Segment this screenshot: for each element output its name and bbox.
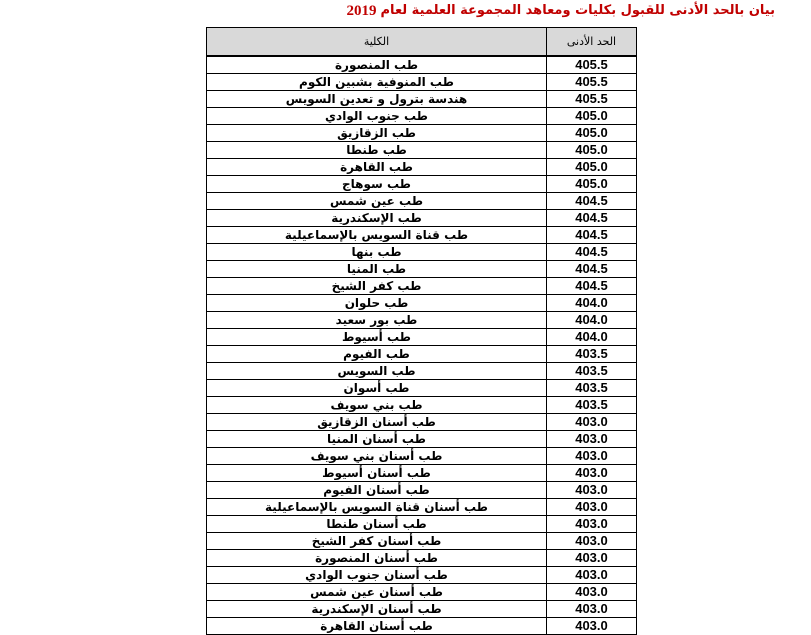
min-score-cell: 403.0	[547, 618, 637, 635]
table-row	[207, 261, 637, 278]
college-name-cell: طب أسنان المنصورة	[207, 550, 547, 567]
min-score-cell: 403.0	[547, 431, 637, 448]
min-score-cell: 403.5	[547, 380, 637, 397]
table-row	[207, 567, 637, 584]
table-row	[207, 380, 637, 397]
college-name-cell: طب أسنان الفيوم	[207, 482, 547, 499]
min-score-cell: 404.5	[547, 261, 637, 278]
college-name-cell: طب أسنان كفر الشيخ	[207, 533, 547, 550]
college-name-cell: طب بني سويف	[207, 397, 547, 414]
table-row	[207, 550, 637, 567]
document-title	[215, 2, 775, 20]
college-name-cell: طب المنصورة	[207, 56, 547, 74]
college-name-cell: طب أسنان قناة السويس بالإسماعيلية	[207, 499, 547, 516]
table-row	[207, 448, 637, 465]
min-score-cell: 403.5	[547, 346, 637, 363]
college-name-cell: طب أسنان طنطا	[207, 516, 547, 533]
college-name-cell: طب بنها	[207, 244, 547, 261]
college-name-cell: هندسة بترول و تعدين السويس	[207, 91, 547, 108]
college-name-cell: طب أسنان عين شمس	[207, 584, 547, 601]
table-header-row	[207, 28, 637, 57]
table-row	[207, 108, 637, 125]
college-name-cell: طب المنوفية بشبين الكوم	[207, 74, 547, 91]
college-name-cell: طب الإسكندرية	[207, 210, 547, 227]
college-name-cell: طب المنيا	[207, 261, 547, 278]
table-row	[207, 397, 637, 414]
table-row	[207, 295, 637, 312]
min-score-cell: 403.0	[547, 465, 637, 482]
table-row	[207, 193, 637, 210]
min-score-cell: 405.5	[547, 74, 637, 91]
table-row	[207, 159, 637, 176]
min-score-cell: 403.0	[547, 499, 637, 516]
college-name-cell: طب قناة السويس بالإسماعيلية	[207, 227, 547, 244]
college-name-cell: طب أسنان القاهرة	[207, 618, 547, 635]
table-row	[207, 210, 637, 227]
table-row	[207, 74, 637, 91]
college-name-cell: طب أسنان الإسكندرية	[207, 601, 547, 618]
college-name-cell: طب أسنان المنيا	[207, 431, 547, 448]
min-score-cell: 403.5	[547, 363, 637, 380]
college-name-cell: طب أسنان بني سويف	[207, 448, 547, 465]
college-name-cell: طب سوهاج	[207, 176, 547, 193]
min-score-cell: 403.0	[547, 533, 637, 550]
college-name-cell: طب طنطا	[207, 142, 547, 159]
min-score-cell: 405.0	[547, 108, 637, 125]
table-row	[207, 431, 637, 448]
min-score-cell: 404.0	[547, 295, 637, 312]
table-row	[207, 601, 637, 618]
table-row	[207, 227, 637, 244]
college-name-cell: طب السويس	[207, 363, 547, 380]
table-row	[207, 465, 637, 482]
min-score-cell: 405.5	[547, 91, 637, 108]
table-row	[207, 329, 637, 346]
table-row	[207, 56, 637, 74]
table-row	[207, 244, 637, 261]
table-row	[207, 618, 637, 635]
college-name-cell: طب أسيوط	[207, 329, 547, 346]
table-row	[207, 312, 637, 329]
min-score-cell: 404.5	[547, 193, 637, 210]
table-row	[207, 499, 637, 516]
table-row	[207, 584, 637, 601]
min-score-cell: 405.0	[547, 125, 637, 142]
table-row	[207, 516, 637, 533]
min-score-cell: 404.5	[547, 244, 637, 261]
min-score-cell: 405.0	[547, 142, 637, 159]
min-score-cell: 403.0	[547, 448, 637, 465]
table-row	[207, 533, 637, 550]
table-row	[207, 142, 637, 159]
table-row	[207, 363, 637, 380]
min-score-cell: 405.0	[547, 176, 637, 193]
college-name-cell: طب كفر الشيخ	[207, 278, 547, 295]
min-score-cell: 403.0	[547, 601, 637, 618]
min-score-cell: 403.0	[547, 550, 637, 567]
min-score-cell: 403.5	[547, 397, 637, 414]
college-name-cell: طب الفيوم	[207, 346, 547, 363]
min-score-cell: 403.0	[547, 584, 637, 601]
table-row	[207, 278, 637, 295]
min-score-cell: 405.0	[547, 159, 637, 176]
college-name-cell: طب عين شمس	[207, 193, 547, 210]
college-name-cell: طب أسنان أسيوط	[207, 465, 547, 482]
min-score-cell: 404.0	[547, 329, 637, 346]
college-name-cell: طب أسنان الزقازيق	[207, 414, 547, 431]
min-score-cell: 403.0	[547, 482, 637, 499]
min-score-cell: 403.0	[547, 567, 637, 584]
table-row	[207, 482, 637, 499]
college-name-cell: طب الزقازيق	[207, 125, 547, 142]
title-text: بيان بالحد الأدنى للقبول بكليات ومعاهد المجموعة العلمية لعام	[380, 3, 775, 18]
table-row	[207, 414, 637, 431]
min-score-cell: 404.5	[547, 210, 637, 227]
min-score-cell: 405.5	[547, 56, 637, 74]
table-row	[207, 91, 637, 108]
college-name-cell: طب بور سعيد	[207, 312, 547, 329]
admission-table	[206, 27, 637, 635]
min-score-cell: 403.0	[547, 414, 637, 431]
header-college: الكلية	[207, 28, 547, 57]
college-name-cell: طب حلوان	[207, 295, 547, 312]
min-score-cell: 403.0	[547, 516, 637, 533]
college-name-cell: طب جنوب الوادي	[207, 108, 547, 125]
table-row	[207, 346, 637, 363]
college-name-cell: طب أسنان جنوب الوادي	[207, 567, 547, 584]
college-name-cell: طب أسوان	[207, 380, 547, 397]
table-row	[207, 125, 637, 142]
table-body	[207, 56, 637, 635]
min-score-cell: 404.5	[547, 227, 637, 244]
table-row	[207, 176, 637, 193]
min-score-cell: 404.5	[547, 278, 637, 295]
min-score-cell: 404.0	[547, 312, 637, 329]
header-min-score: الحد الأدنى	[547, 28, 637, 57]
college-name-cell: طب القاهرة	[207, 159, 547, 176]
title-year: 2019	[346, 3, 377, 19]
